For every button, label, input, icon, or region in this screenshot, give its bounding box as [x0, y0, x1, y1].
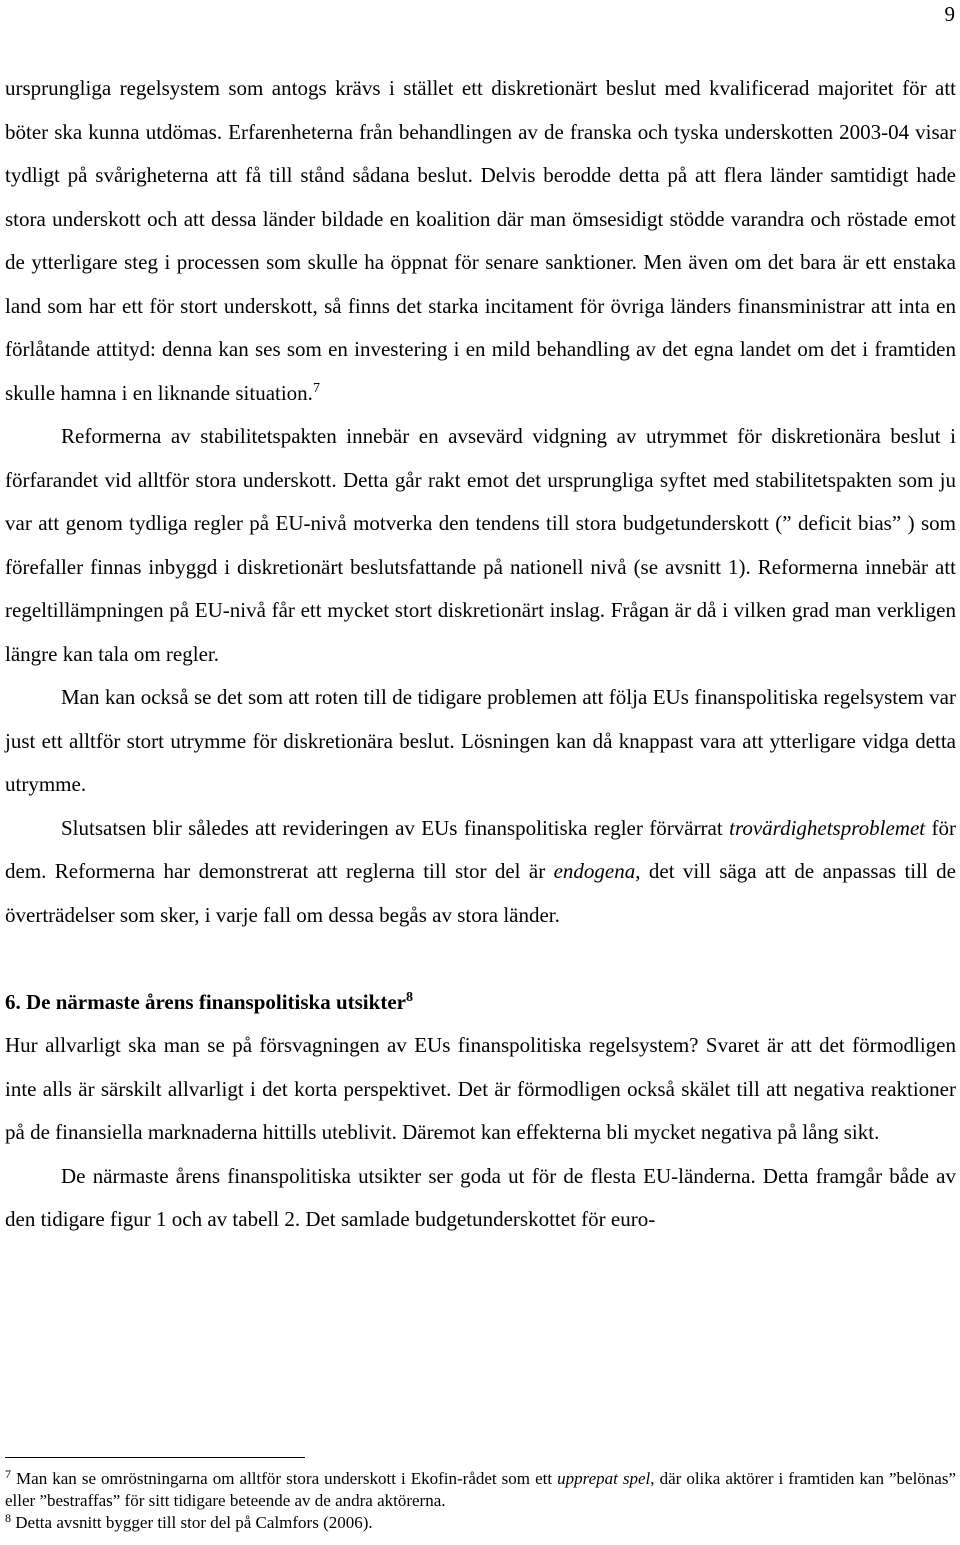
footnote-divider	[5, 1457, 305, 1458]
paragraph	[5, 676, 956, 807]
footnote-ref-7[interactable]: 7	[312, 380, 320, 396]
footnote-7	[5, 1468, 956, 1512]
footnote-8	[5, 1512, 956, 1534]
emphasis-text: upprepat spel	[557, 1469, 651, 1488]
paragraph-text: Hur allvarligt ska man se på försvagningen av EUs finanspolitiska regelsystem? Svaret är att det förmodligen inte alls är särskilt allvarligt i det korta perspektivet. Det är förmodligen också skälet till att negativa reaktioner på de finansiella marknaderna hittills uteblivit. Däremot kan effekterna bli mycket negativa på lång sikt.	[5, 1033, 956, 1144]
paragraph	[5, 67, 956, 415]
footnote-text: Detta avsnitt bygger till stor del på Calmfors (2006).	[15, 1513, 373, 1532]
paragraph	[5, 415, 956, 676]
paragraph-text: Man kan också se det som att roten till de tidigare problemen att följa EUs finanspolitiska regelsystem var just ett alltför stort utrymme för diskretionära beslut. Lösningen kan då knappast vara att ytterligare vidga detta utrymme.	[5, 685, 956, 796]
page-number: 9	[944, 2, 955, 26]
footnote-ref-8[interactable]: 8	[405, 989, 413, 1005]
paragraph	[5, 807, 956, 938]
paragraph	[5, 1024, 956, 1155]
paragraph-text: Slutsatsen blir således att revideringen av EUs finanspolitiska regler förvärrat	[61, 815, 723, 840]
paragraph-text: , det vill säga att de anpassas till de överträdelser som sker, i varje fall om dessa begås av stora länder.	[5, 859, 956, 927]
footnote-number: 7	[5, 1467, 11, 1481]
footnote-text: Man kan se omröstningarna om alltför stora underskott i Ekofin-rådet som ett	[16, 1469, 553, 1488]
footnote-text: , där olika aktörer i framtiden kan ”belönas” eller ”bestraffas” för sitt tidigare beteende av de andra aktörerna.	[5, 1469, 957, 1510]
paragraph-text: för dem. Reformerna har demonstrerat att reglerna till stor del är	[5, 815, 957, 883]
paragraph-text: De närmaste årens finanspolitiska utsikter ser goda ut för de flesta EU-länderna. Detta framgår både av den tidigare figur 1 och av tabell 2. Det samlade budgetunderskottet för euro-	[5, 1163, 956, 1231]
emphasis-text: trovärdighetsproblemet	[729, 815, 926, 840]
body-text	[5, 67, 956, 1242]
paragraph-text: Reformerna av stabilitetspakten innebär en avsevärd vidgning av utrymmet för diskretionära beslut i förfarandet vid alltför stora underskott. Detta går rakt emot det ursprungliga syftet med stabilitetspakten som ju var att genom tydliga regler på EU-nivå motverka den tendens till stora budgetunderskott (” deficit bias” ) som förefaller finnas inbyggd i diskretionärt beslutsfattande på nationell nivå (se avsnitt 1). Reformerna innebär att regeltillämpningen på EU-nivå får ett mycket stort diskretionärt inslag. Frågan är då i vilken grad man verkligen längre kan tala om regler.	[5, 424, 956, 666]
section-heading-text: 6. De närmaste årens finanspolitiska utsikter	[5, 989, 406, 1014]
paragraph	[5, 1155, 956, 1242]
section-heading	[5, 981, 956, 1025]
emphasis-text: endogena	[553, 859, 636, 883]
footnote-number: 8	[5, 1511, 11, 1525]
footnotes	[5, 1457, 956, 1534]
paragraph-text: ursprungliga regelsystem som antogs krävs i stället ett diskretionärt beslut med kvalificerad majoritet för att böter ska kunna utdömas. Erfarenheterna från behandlingen av de franska och tyska underskotten 2003-04 visar tydligt på svårigheterna att få till stånd sådana beslut. Delvis berodde detta på att flera länder samtidigt hade stora underskott och att dessa länder bildade en koalition där man ömsesidigt stödde varandra och röstade emot de ytterligare steg i processen som skulle ha öppnat för senare sanktioner. Men även om det bara är ett enstaka land som har ett för stort underskott, så finns det starka incitament för övriga länders finansministrar att inta en förlåtande attityd: denna kan ses som en investering i en mild behandling av det egna landet om det i framtiden skulle hamna i en liknande situation.	[5, 76, 956, 405]
